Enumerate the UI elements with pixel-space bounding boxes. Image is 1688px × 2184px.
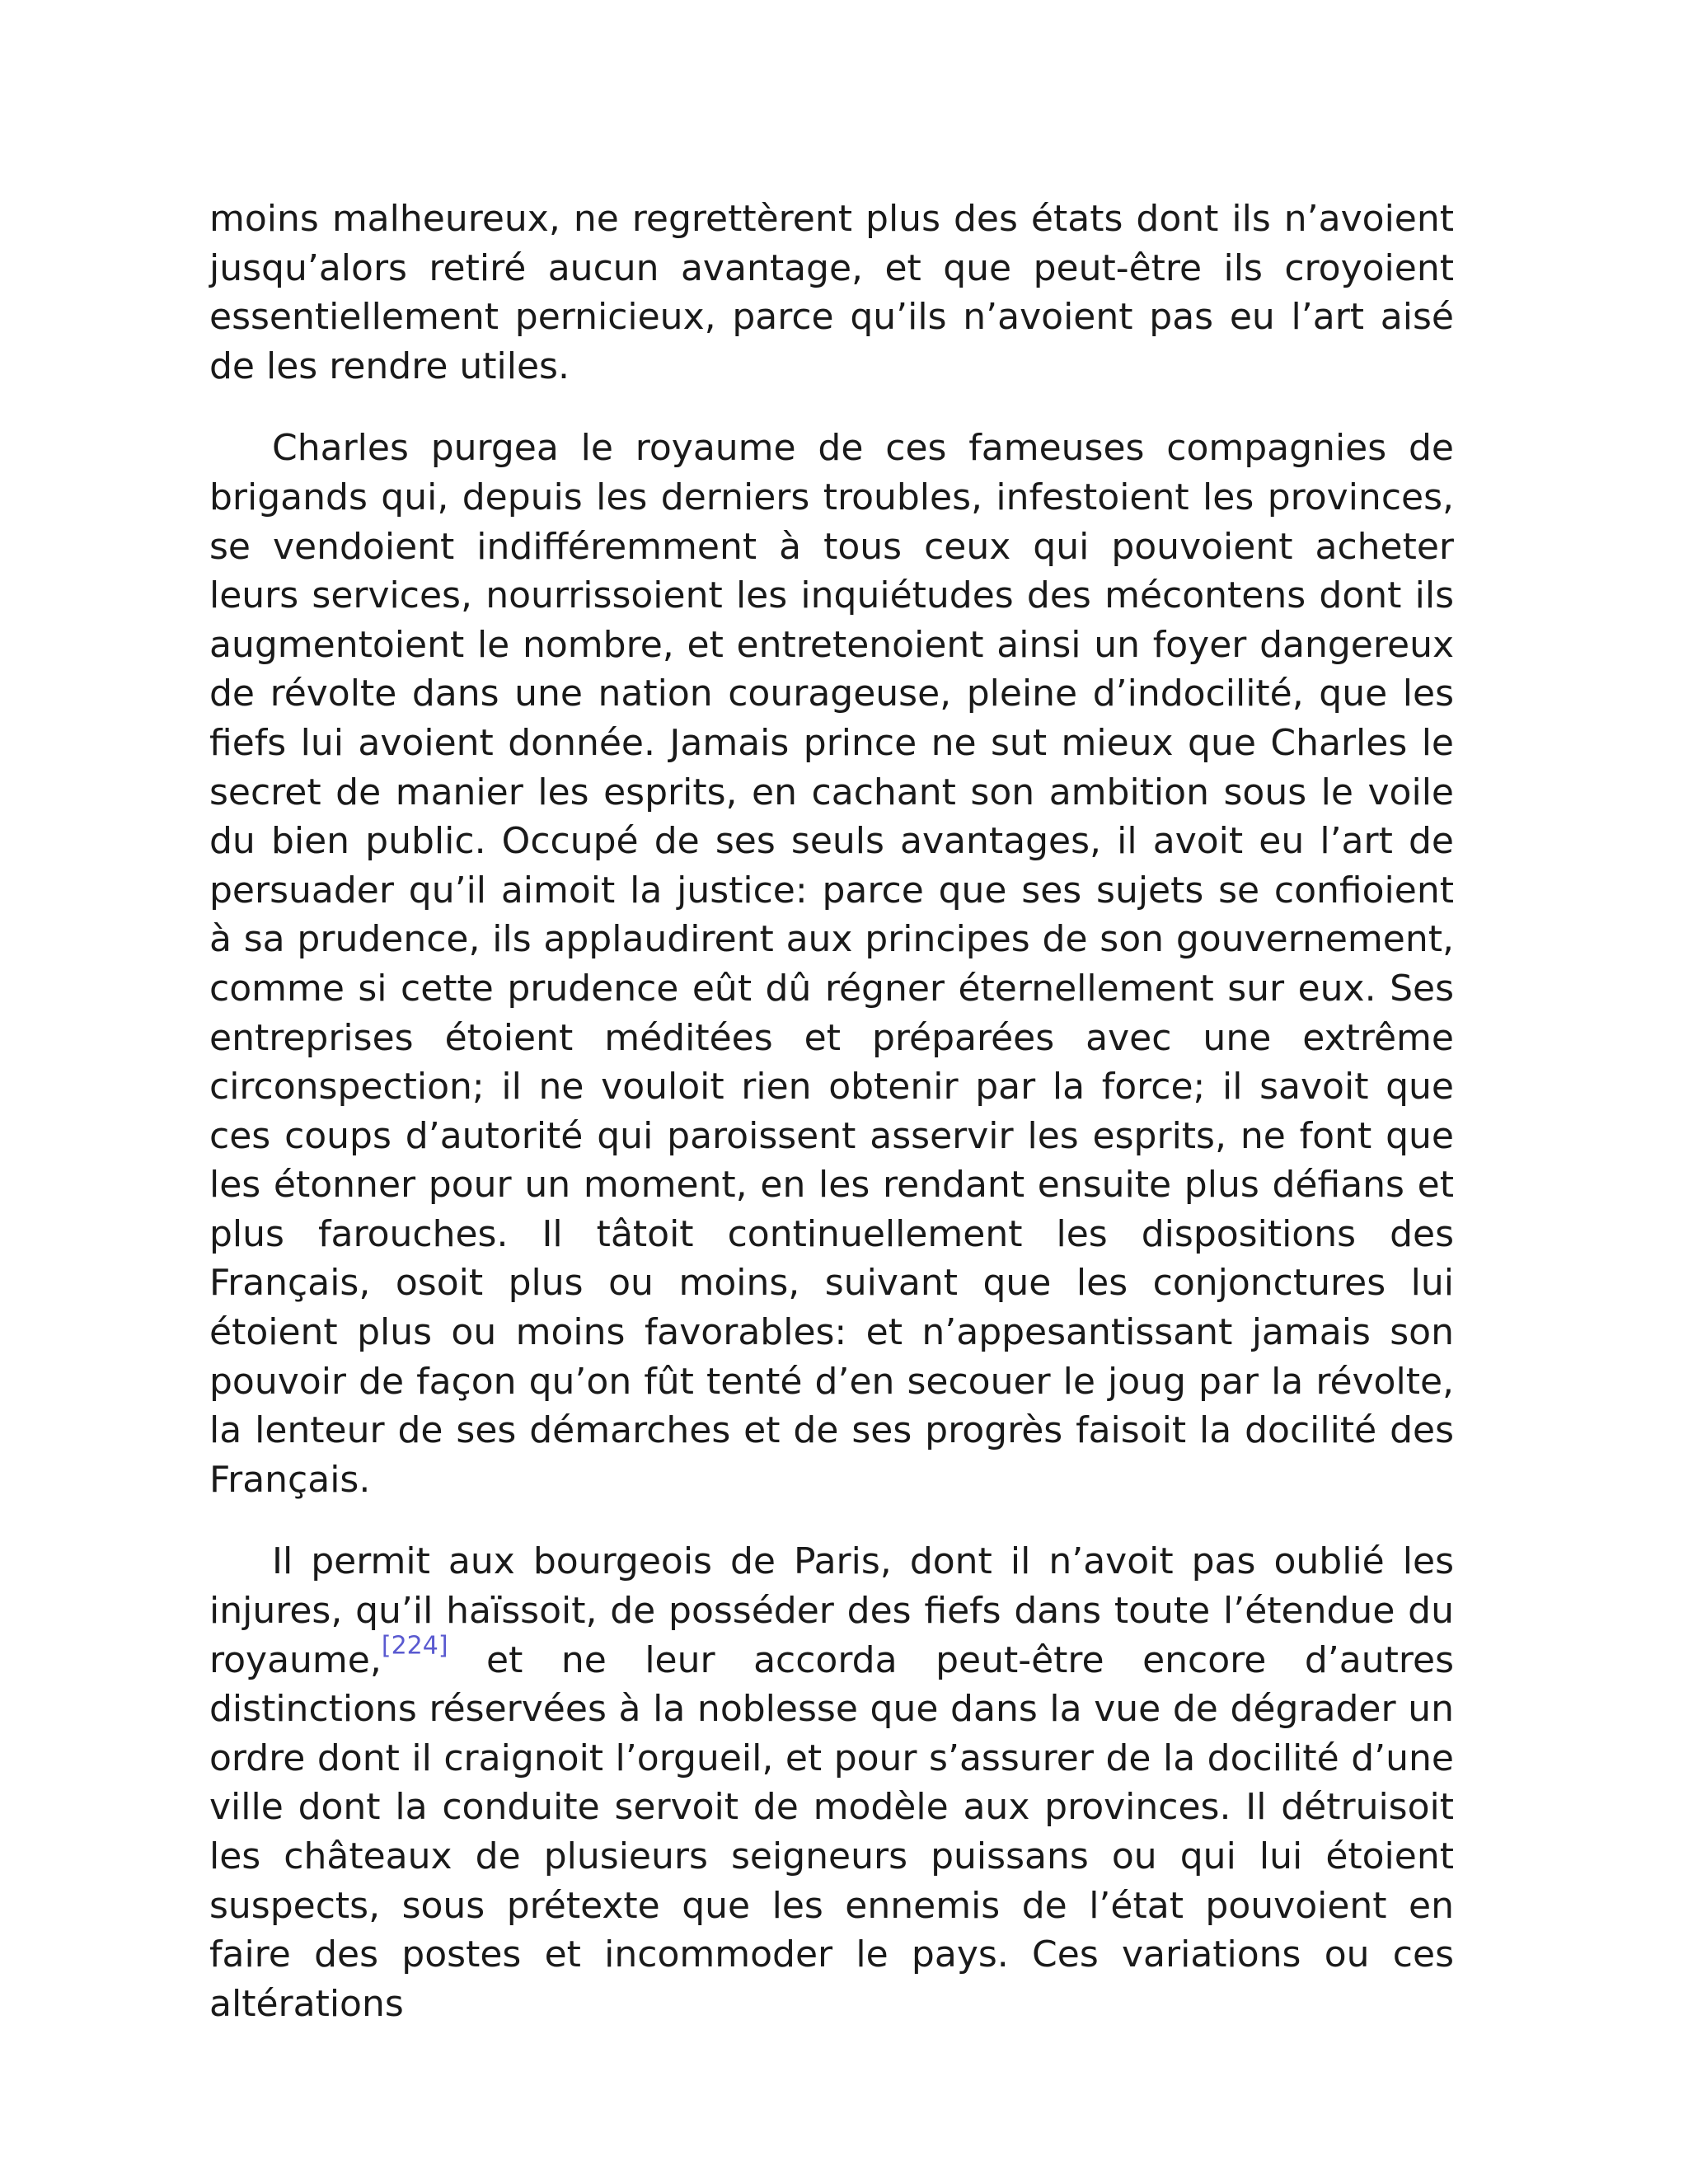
page-body <box>209 194 1454 2028</box>
footnote-link-224[interactable]: [224] <box>381 1631 448 1661</box>
paragraph-charles-purgea: Charles purgea le royaume de ces fameuses compagnies de brigands qui, depuis les derniers troubles, infestoient les provinces, se vendoient indifféremment à tous ceux qui pouvoient acheter leurs services, nourrissoient les inquiétudes des mécontens dont ils augmentoient le nombre, et entretenoient ainsi un foyer dangereux de révolte dans une nation courageuse, pleine d’indocilité, que les fiefs lui avoient donnée. Jamais prince ne sut mieux que Charles le secret de manier les esprits, en cachant son ambition sous le voile du bien public. Occupé de ses seuls avantages, il avoit eu l’art de persuader qu’il aimoit la justice: parce que ses sujets se confioient à sa prudence, ils applaudirent aux principes de son gouvernement, comme si cette prudence eût dû régner éternellement sur eux. Ses entreprises étoient méditées et préparées avec une extrême circonspection; il ne vouloit rien obtenir par la force; il savoit que ces coups d’autorité qui paroissent asservir les esprits, ne font que les étonner pour un moment, en les rendant ensuite plus défians et plus farouches. Il tâtoit continuellement les dispositions des Français, osoit plus ou moins, suivant que les conjonctures lui étoient plus ou moins favorables: et n’appesantissant jamais son pouvoir de façon qu’on fût tenté d’en secouer le joug par la révolte, la lenteur de ses démarches et de ses progrès faisoit la docilité des Français. <box>209 427 1454 1501</box>
paragraph-text-after-footnote: et ne leur accorda peut-être encore d’autres distinctions réservées à la noblesse que dans la vue de dégrader un ordre dont il craignoit l’orgueil, et pour s’assurer de la docilité d’une ville dont la conduite servoit de modèle aux provinces. Il détruisoit les châteaux de plusieurs seigneurs puissans ou qui lui étoient suspects, sous prétexte que les ennemis de l’état pouvoient en faire des postes et incommoder le pays. Ces variations ou ces altérations <box>209 1638 1454 2025</box>
paragraph-continuation: moins malheureux, ne regrettèrent plus des états dont ils n’avoient jusqu’alors retiré aucun avantage, et que peut-être ils croyoient essentiellement pernicieux, parce qu’ils n’avoient pas eu l’art aisé de les rendre utiles. <box>209 198 1454 387</box>
paragraph-il-permit <box>209 1537 1454 2028</box>
paragraph-text-before-footnote: Il permit aux bourgeois de Paris, dont il n’avoit pas oublié les injures, qu’il haïssoit, de posséder des fiefs dans toute l’étendue du royaume, <box>209 1540 1454 1681</box>
